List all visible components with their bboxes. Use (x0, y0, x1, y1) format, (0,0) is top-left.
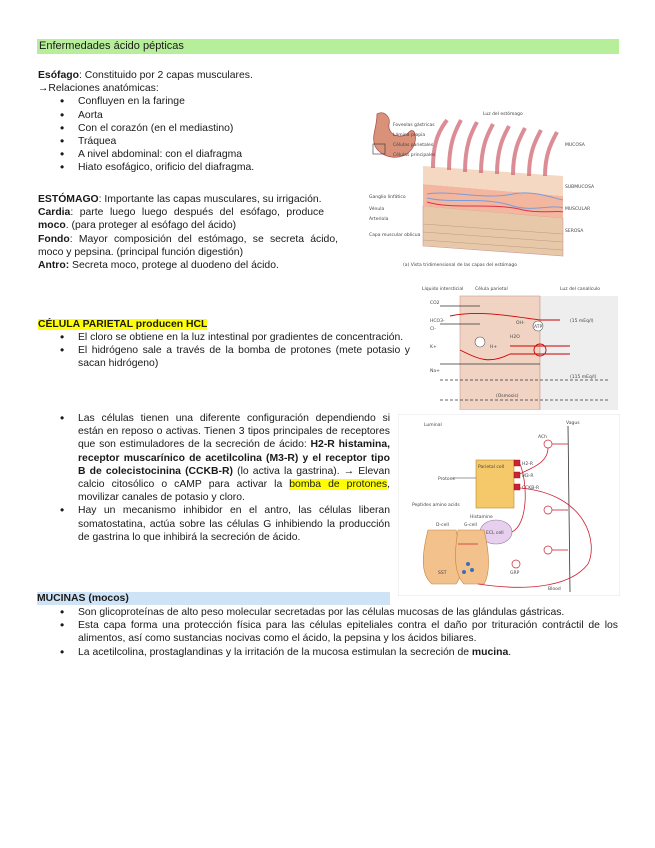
estomago-paragraph: ESTÓMAGO: Importante las capas musculares, su irrigación. (38, 194, 322, 205)
svg-text:Lámina propia: Lámina propia (393, 133, 426, 138)
svg-text:Luminal: Luminal (424, 423, 442, 428)
list-item: • El cloro se obtiene en la luz intestinal por gradientes de concentración. (38, 331, 410, 344)
list-item: • Son glicoproteínas de alto peso molecular secretadas por las células mucosas de las glándulas gástricas. (38, 606, 618, 619)
svg-text:SEROSA: SEROSA (565, 229, 584, 234)
svg-text:Histamine: Histamine (470, 515, 493, 520)
svg-text:H+: H+ (490, 345, 498, 350)
list-item: • Aorta (38, 109, 338, 122)
svg-text:H2O: H2O (510, 335, 520, 340)
parietal-cell-figure (420, 280, 620, 410)
svg-text:Cl-: Cl- (430, 327, 437, 332)
page-title: Enfermedades ácido pépticas (37, 39, 619, 54)
svg-text:K+: K+ (430, 345, 437, 350)
svg-text:MUSCULAR: MUSCULAR (565, 207, 591, 212)
esofago-relaciones-heading: →Relaciones anatómicas: (38, 83, 159, 95)
list-item: • La acetilcolina, prostaglandinas y la irritación de la mucosa estimulan la secreción de mucina. (38, 646, 618, 659)
svg-text:ECL cell: ECL cell (486, 531, 504, 536)
svg-text:SST: SST (438, 571, 447, 576)
svg-text:Célula parietal: Célula parietal (475, 287, 508, 292)
list-item: • Con el corazón (en el mediastino) (38, 122, 338, 135)
list-item: • Confluyen en la faringe (38, 95, 338, 108)
svg-text:Vagus: Vagus (566, 421, 580, 426)
svg-text:Líquido intersticial: Líquido intersticial (422, 287, 464, 292)
svg-text:(Osmosis): (Osmosis) (496, 394, 519, 399)
esofago-term: Esófago (38, 70, 79, 81)
list-item: • Hay un mecanismo inhibidor en el antro, las células liberan somatostatina, actúa sobre las células G inhibiendo la producción de gastrina lo que inhibirá la secreción de ácido. (38, 504, 390, 544)
mucinas-heading: MUCINAS (mocos) (37, 593, 129, 604)
svg-text:(115 mEq/l): (115 mEq/l) (570, 375, 597, 380)
svg-text:Na+: Na+ (430, 369, 440, 374)
svg-text:Ganglio linfático: Ganglio linfático (369, 195, 406, 200)
svg-text:MUCOSA: MUCOSA (565, 143, 585, 148)
svg-text:ATP: ATP (534, 325, 543, 330)
svg-text:Luz del canalículo: Luz del canalículo (560, 287, 601, 292)
svg-text:CCKB-R: CCKB-R (522, 486, 540, 491)
mucinas-list (38, 606, 618, 659)
svg-text:OH-: OH- (516, 321, 525, 326)
svg-text:M3-R: M3-R (522, 474, 534, 479)
mucinas-heading-bar (37, 592, 390, 605)
svg-text:Foveolas gástricas: Foveolas gástricas (393, 123, 435, 128)
svg-text:Peptides amino acids: Peptides amino acids (412, 503, 460, 508)
list-item: • El hidrógeno sale a través de la bomba de protones (mete potasio y sacan hidrógeno) (38, 344, 410, 370)
svg-text:(15 mEq/l): (15 mEq/l) (570, 319, 594, 324)
svg-text:Células parietales: Células parietales (393, 143, 434, 148)
list-item: • Hiato esofágico, orificio del diafragma. (38, 161, 338, 174)
list-item: • A nivel abdominal: con el diafragma (38, 148, 338, 161)
list-item: • Esta capa forma una protección física para las células epiteliales contra el daño por trituración contráctil de los alimentos, así como sustancias nocivas como el ácido, la pepsina y los ácidos biliares. (38, 619, 618, 645)
svg-text:Parietal cell: Parietal cell (478, 465, 505, 470)
esofago-section (38, 69, 338, 175)
esofago-list (38, 95, 338, 174)
celula-parietal-list-b (38, 412, 390, 544)
stomach-wall-caption: (a) Vista tridimensional de las capas del estómago (403, 263, 517, 268)
estomago-section (38, 193, 338, 272)
stomach-wall-figure (363, 106, 621, 272)
cardia-paragraph: Cardia: parte luego luego después del esófago, produce moco. (para proteger al esófago del ácido) (38, 207, 324, 232)
svg-text:Capa muscular oblicua: Capa muscular oblicua (369, 233, 421, 238)
svg-text:ACh: ACh (538, 435, 547, 440)
svg-text:SUBMUCOSA: SUBMUCOSA (565, 185, 595, 190)
svg-text:Protons: Protons (438, 477, 455, 482)
celula-parietal-list-a (38, 331, 410, 371)
antro-paragraph: Antro: Secreta moco, protege al duodeno del ácido. (38, 260, 279, 272)
svg-text:CO2: CO2 (430, 301, 440, 306)
svg-text:Arteriola: Arteriola (369, 217, 389, 222)
svg-text:Luz del estómago: Luz del estómago (483, 112, 523, 117)
fondo-paragraph: Fondo: Mayor composición del estómago, se secreta ácido, moco y pepsina. (principal función digestión) (38, 233, 338, 258)
svg-text:GRP: GRP (510, 571, 520, 576)
list-item: • Las células tienen una diferente configuración dependiendo si están en reposo o activas. Tienen 3 tipos principales de receptores que son estimuladores de la secreción de ácido: H2-R histamina, receptor muscarínico de acetilcolina (M3-R) y el receptor tipo B de colecistocinina (CCKB-R) (lo activa la gastrina). → Elevan calcio citosólico o cAMP para activar la bomba de protones, movilizar canales de potasio y cloro. (38, 412, 390, 504)
acid-regulation-figure (398, 414, 620, 596)
svg-text:H2-R: H2-R (522, 462, 533, 467)
svg-text:HCO3-: HCO3- (430, 319, 445, 324)
svg-text:Células principales: Células principales (393, 153, 436, 158)
svg-text:D-cell: D-cell (436, 523, 449, 528)
svg-text:Vénula: Vénula (369, 207, 385, 212)
list-item: • Tráquea (38, 135, 338, 148)
svg-text:Blood: Blood (548, 587, 561, 592)
highlight-bomba-protones: bomba de protones (289, 479, 388, 491)
celula-parietal-heading: CÉLULA PARIETAL producen HCL (38, 319, 208, 330)
esofago-intro: Esófago: Constituido por 2 capas musculares. (38, 70, 253, 81)
svg-text:G-cell: G-cell (464, 523, 477, 528)
